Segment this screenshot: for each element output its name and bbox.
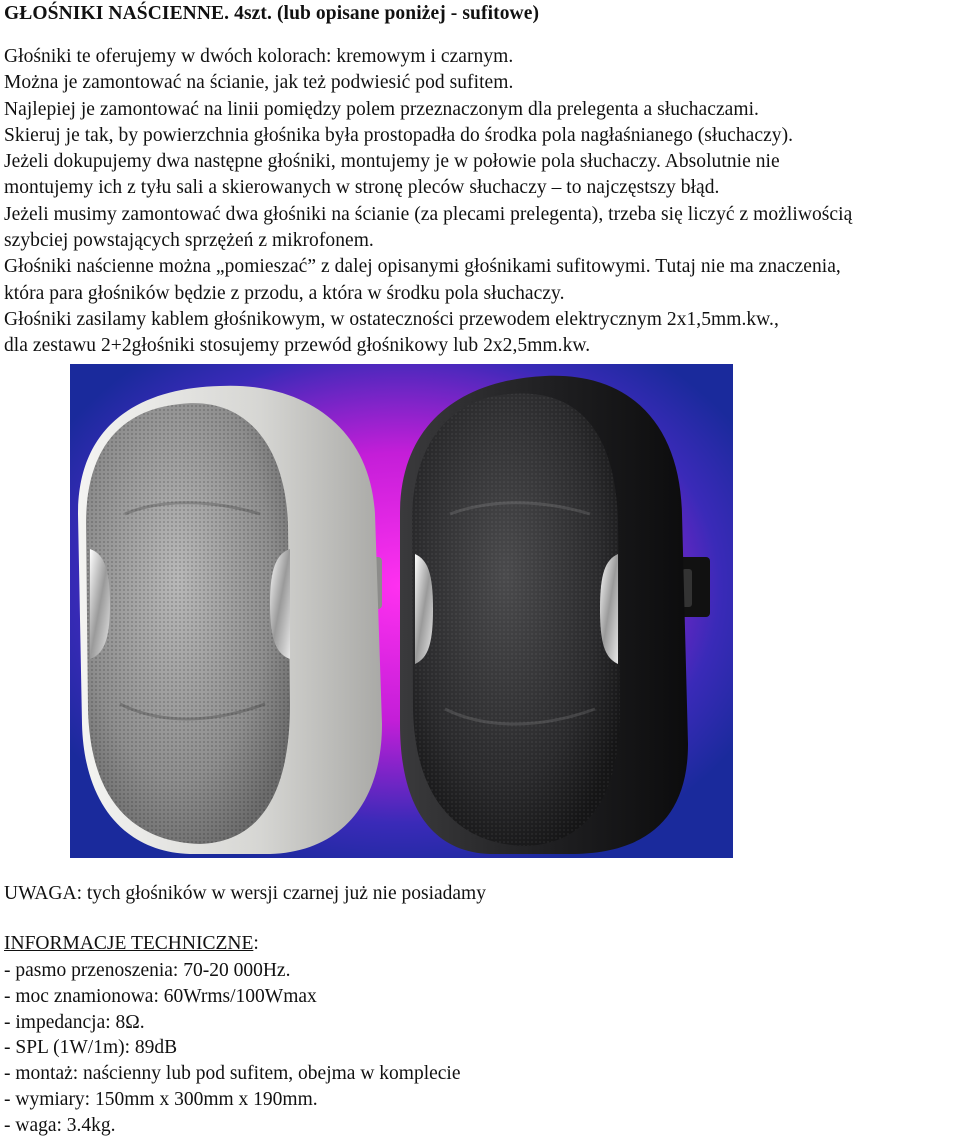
intro-line: Jeżeli dokupujemy dwa następne głośniki, montujemy je w połowie pola słuchaczy. Absolutnie nie (4, 151, 780, 173)
intro-line: Głośniki zasilamy kablem głośnikowym, w ostateczności przewodem elektrycznym 2x1,5mm.kw., (4, 308, 779, 330)
intro-line: Głośniki naścienne można „pomieszać” z dalej opisanymi głośnikami sufitowymi. Tutaj nie ma znaczenia, (4, 256, 841, 278)
intro-line: Można je zamontować na ścianie, jak też podwiesić pod sufitem. (4, 72, 514, 94)
tech-specs-list (4, 958, 461, 1139)
intro-line: dla zestawu 2+2głośniki stosujemy przewód głośnikowy lub 2x2,5mm.kw. (4, 335, 591, 357)
intro-line: montujemy ich z tyłu sali a skierowanych w stronę pleców słuchaczy – to najczęstszy błąd. (4, 177, 720, 199)
page-title (4, 3, 539, 25)
speakers-photo (70, 364, 733, 858)
spec-item: - pasmo przenoszenia: 70-20 000Hz. (4, 960, 291, 981)
intro-line: która para głośników będzie z przodu, a która w środku pola słuchaczy. (4, 282, 565, 304)
title-main: GŁOŚNIKI NAŚCIENNE. 4szt. (4, 3, 272, 24)
spec-item: - impedancja: 8Ω. (4, 1011, 145, 1033)
tech-heading-colon: : (253, 933, 259, 954)
cream-speaker (78, 386, 382, 854)
intro-line: Jeżeli musimy zamontować dwa głośniki na ścianie (za plecami prelegenta), trzeba się liczyć z możliwością (4, 203, 853, 225)
spec-item: - waga: 3.4kg. (4, 1114, 116, 1136)
intro-line: szybciej powstających sprzężeń z mikrofonem. (4, 230, 374, 252)
title-sub: (lub opisane poniżej - sufitowe) (276, 3, 540, 24)
spec-item: - SPL (1W/1m): 89dB (4, 1037, 178, 1059)
intro-line: Głośniki te oferujemy w dwóch kolorach: kremowym i czarnym. (4, 46, 514, 67)
intro-line: Skieruj je tak, by powierzchnia głośnika była prostopadła do środka pola nagłaśnianego (słuchaczy). (4, 124, 794, 146)
black-speaker (400, 376, 710, 854)
spec-item: - montaż: naścienny lub pod sufitem, obejma w komplecie (4, 1063, 461, 1085)
intro-line: Najlepiej je zamontować na linii pomiędzy polem przeznaczonym dla prelegenta a słuchaczami. (4, 98, 759, 120)
speakers-illustration (70, 364, 733, 858)
warning-note: UWAGA: tych głośników w wersji czarnej już nie posiadamy (4, 883, 486, 904)
tech-heading (4, 933, 259, 955)
spec-item: - wymiary: 150mm x 300mm x 190mm. (4, 1088, 318, 1110)
spec-item: - moc znamionowa: 60Wrms/100Wmax (4, 985, 317, 1007)
tech-heading-label: INFORMACJE TECHNICZNE (4, 933, 254, 954)
intro-paragraph (4, 44, 960, 360)
